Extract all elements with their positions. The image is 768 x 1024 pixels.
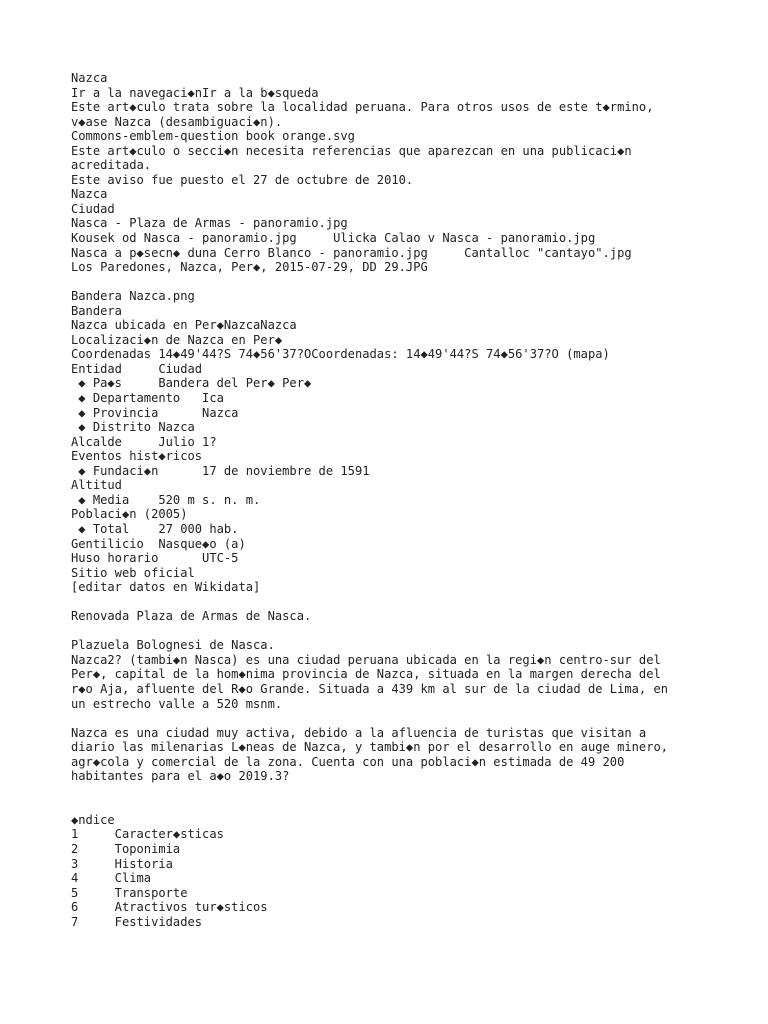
doc-line: Plazuela Bolognesi de Nasca. <box>71 638 275 653</box>
toc-item: 2 Toponimia <box>71 841 181 856</box>
doc-line: Localizaci◆n de Nazca en Per◆ <box>71 332 283 347</box>
doc-line: v◆ase Nazca (desambiguaci◆n). <box>71 114 283 129</box>
doc-line: Entidad Ciudad <box>71 361 203 376</box>
doc-line: Alcalde Julio 1? <box>71 434 217 449</box>
doc-line: Per◆, capital de la hom◆nima provincia de Nazca, situada en la margen derecha del <box>71 667 661 682</box>
doc-line: r◆o Aja, afluente del R◆o Grande. Situada a 439 km al sur de la ciudad de Lima, en <box>71 681 669 696</box>
doc-line: Altitud <box>71 478 122 493</box>
toc-item: 6 Atractivos tur◆sticos <box>71 900 268 915</box>
doc-line: agr◆cola y comercial de la zona. Cuenta con una poblaci◆n estimada de 49 200 <box>71 754 625 769</box>
doc-line: Bandera Nazca.png <box>71 289 195 304</box>
toc-item: 3 Historia <box>71 856 173 871</box>
blank-line <box>71 624 761 639</box>
doc-line: Sitio web oficial <box>71 565 195 580</box>
doc-line: un estrecho valle a 520 msnm. <box>71 696 283 711</box>
toc-item: 4 Clima <box>71 871 152 886</box>
blank-line <box>71 711 761 726</box>
doc-line: diario las milenarias L◆neas de Nazca, y tambi◆n por el desarrollo en auge minero, <box>71 740 669 755</box>
blank-line <box>71 275 761 290</box>
doc-line: [editar datos en Wikidata] <box>71 580 261 595</box>
doc-line: Nasca - Plaza de Armas - panoramio.jpg <box>71 216 348 231</box>
toc-heading: ◆ndice <box>71 812 115 827</box>
doc-line: Bandera <box>71 303 122 318</box>
doc-line: ◆ Departamento Ica <box>71 391 224 406</box>
doc-line: Renovada Plaza de Armas de Nasca. <box>71 609 312 624</box>
doc-line: Poblaci◆n (2005) <box>71 507 188 522</box>
doc-line: ◆ Provincia Nazca <box>71 405 239 420</box>
doc-line: Commons-emblem-question book orange.svg <box>71 129 355 144</box>
document-page <box>71 71 761 929</box>
doc-line: Nazca2? (tambi◆n Nasca) es una ciudad peruana ubicada en la regi◆n centro-sur del <box>71 652 661 667</box>
toc-item: 7 Festividades <box>71 914 203 929</box>
doc-line: Este art◆culo o secci◆n necesita referencias que aparezcan en una publicaci◆n <box>71 143 632 158</box>
toc-item: 5 Transporte <box>71 885 188 900</box>
doc-line: Este art◆culo trata sobre la localidad peruana. Para otros usos de este t◆rmino, <box>71 100 654 115</box>
doc-line: Este aviso fue puesto el 27 de octubre de 2010. <box>71 172 414 187</box>
doc-line: Huso horario UTC-5 <box>71 551 239 566</box>
doc-line: Nazca es una ciudad muy activa, debido a la afluencia de turistas que visitan a <box>71 725 647 740</box>
doc-line: Los Paredones, Nazca, Per◆, 2015-07-29, DD 29.JPG <box>71 260 428 275</box>
doc-line: acreditada. <box>71 158 152 173</box>
doc-line: ◆ Total 27 000 hab. <box>71 521 239 536</box>
blank-line <box>71 784 761 799</box>
blank-line <box>71 798 761 813</box>
blank-line <box>71 595 761 610</box>
doc-line: Coordenadas 14◆49'44?S 74◆56'37?OCoordenadas: 14◆49'44?S 74◆56'37?O (mapa) <box>71 347 610 362</box>
doc-line: Nazca <box>71 71 108 85</box>
doc-line: habitantes para el a◆o 2019.3? <box>71 769 290 784</box>
doc-line: ◆ Distrito Nazca <box>71 420 195 435</box>
doc-line: Ir a la navegaci◆nIr a la b◆squeda <box>71 85 319 100</box>
doc-line: Ciudad <box>71 201 115 216</box>
doc-line: ◆ Fundaci◆n 17 de noviembre de 1591 <box>71 463 370 478</box>
doc-line: ◆ Pa◆s Bandera del Per◆ Per◆ <box>71 376 312 391</box>
doc-line: Nazca <box>71 187 108 202</box>
doc-line: Gentilicio Nasque◆o (a) <box>71 536 246 551</box>
doc-line: Nasca a p◆secn◆ duna Cerro Blanco - panoramio.jpg Cantalloc "cantayo".jpg <box>71 245 632 260</box>
doc-line: Eventos hist◆ricos <box>71 449 203 464</box>
doc-line: ◆ Media 520 m s. n. m. <box>71 492 261 507</box>
doc-line: Nazca ubicada en Per◆NazcaNazca <box>71 318 297 333</box>
doc-line: Kousek od Nasca - panoramio.jpg Ulicka Calao v Nasca - panoramio.jpg <box>71 231 596 246</box>
toc-item: 1 Caracter◆sticas <box>71 827 224 842</box>
